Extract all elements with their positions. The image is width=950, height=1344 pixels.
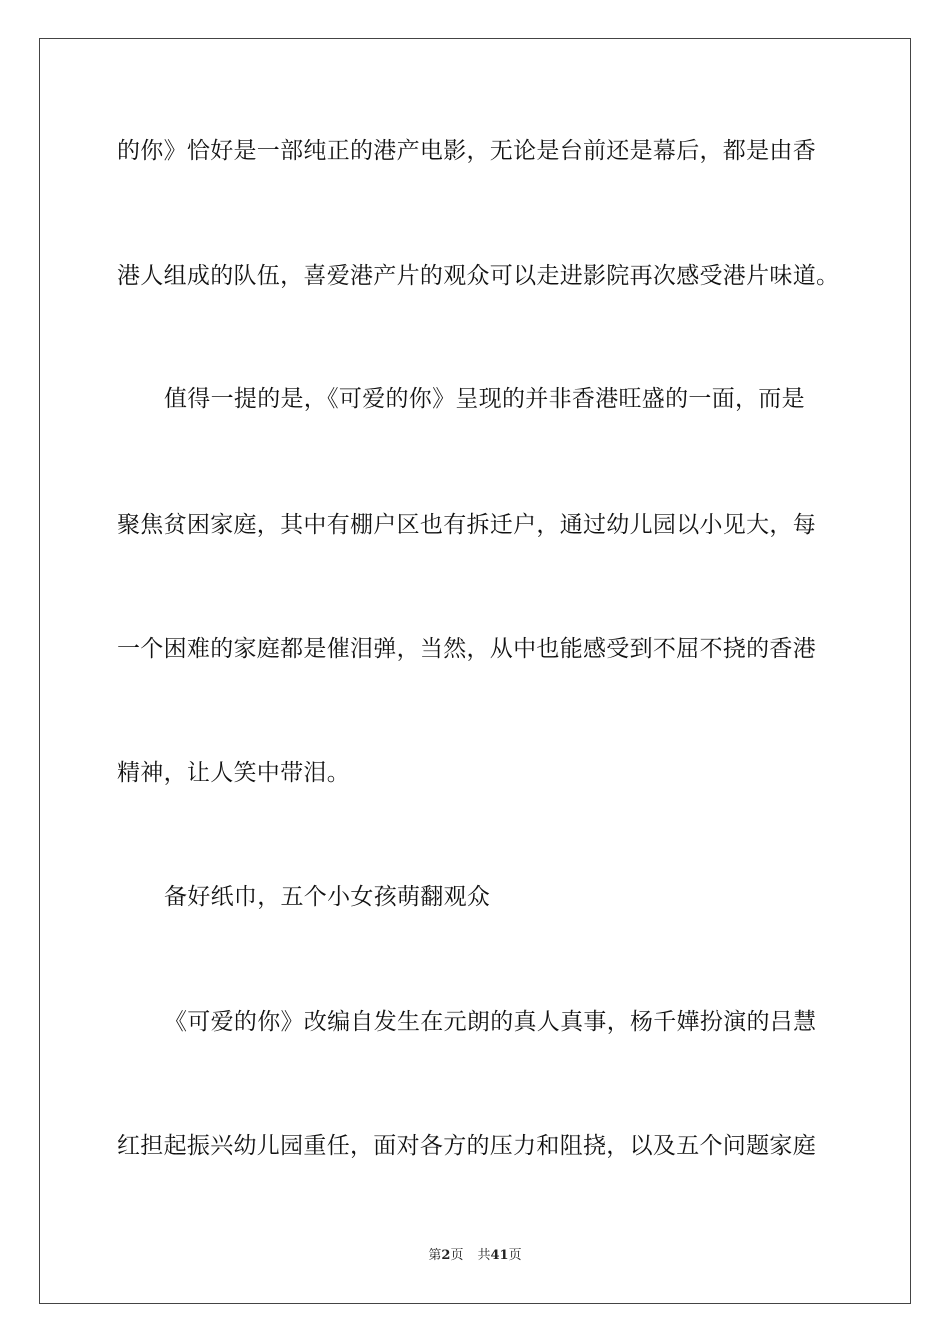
page-border <box>39 38 911 1304</box>
text-line-5: 一个困难的家庭都是催泪弹，当然，从中也能感受到不屈不挠的香港 <box>117 636 816 662</box>
total-pages: 41 <box>490 1248 509 1263</box>
section-heading: 备好纸巾，五个小女孩萌翻观众 <box>164 884 491 910</box>
text-line-4: 聚焦贫困家庭，其中有棚户区也有拆迁户，通过幼儿园以小见大，每 <box>117 512 816 538</box>
page-suffix: 页 <box>450 1248 464 1263</box>
total-prefix: 共 <box>477 1248 491 1263</box>
text-line-2: 港人组成的队伍，喜爱港产片的观众可以走进影院再次感受港片味道。 <box>117 263 840 289</box>
total-suffix: 页 <box>508 1248 522 1263</box>
text-line-8: 《可爱的你》改编自发生在元朗的真人真事，杨千嬅扮演的吕慧 <box>164 1009 817 1035</box>
page-number: 2 <box>441 1248 451 1263</box>
text-line-3: 值得一提的是，《可爱的你》呈现的并非香港旺盛的一面，而是 <box>164 386 805 412</box>
text-line-1: 的你》恰好是一部纯正的港产电影，无论是台前还是幕后，都是由香 <box>117 138 816 164</box>
page-footer <box>0 1247 950 1265</box>
text-line-6: 精神，让人笑中带泪。 <box>117 760 350 786</box>
page-prefix: 第 <box>428 1248 442 1263</box>
text-line-9: 红担起振兴幼儿园重任，面对各方的压力和阻挠，以及五个问题家庭 <box>117 1133 816 1159</box>
